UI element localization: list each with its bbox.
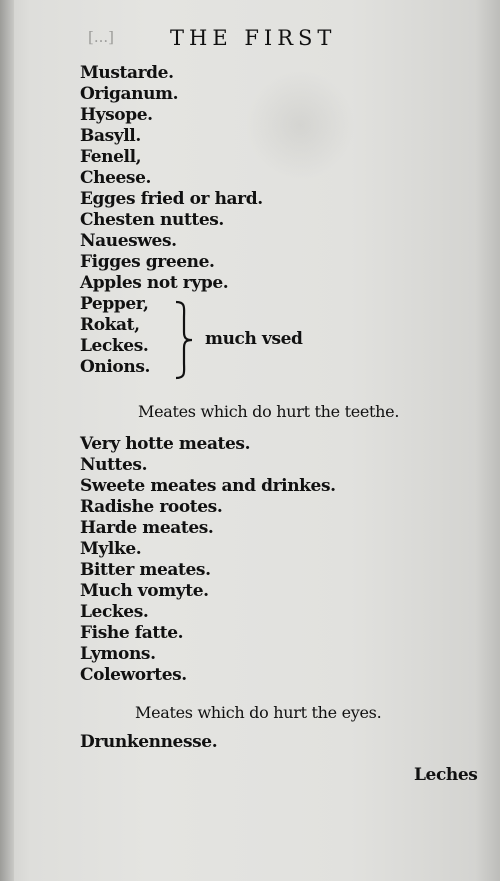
- list-item: Fishe fatte.: [80, 623, 184, 643]
- curly-brace-icon: [172, 300, 196, 380]
- list-item: Nuttes.: [80, 455, 148, 475]
- list-item: Chesten nuttes.: [80, 210, 224, 230]
- running-title: THE FIRST: [170, 26, 337, 50]
- list-item: Bitter meates.: [80, 560, 211, 580]
- section-heading-eyes: Meates which do hurt the eyes.: [135, 703, 382, 722]
- list-item: Origanum.: [80, 84, 179, 104]
- list-item: Cheese.: [80, 168, 152, 188]
- page-folio: [...]: [88, 28, 115, 46]
- teeth-list: [80, 434, 336, 686]
- list-item: Drunkennesse.: [80, 732, 218, 752]
- eyes-list: [80, 732, 217, 753]
- list-item: Mustarde.: [80, 63, 174, 83]
- list-item: Figges greene.: [80, 252, 215, 272]
- list-item: Basyll.: [80, 126, 141, 146]
- list-item: Leckes.: [80, 602, 149, 622]
- catchword: Leches: [414, 765, 478, 785]
- list-item: Pepper,: [80, 294, 149, 314]
- list-item: Mylke.: [80, 539, 142, 559]
- list-item: Apples not rype.: [80, 273, 229, 293]
- list-item: Fenell,: [80, 147, 142, 167]
- list-item: Sweete meates and drinkes.: [80, 476, 336, 496]
- list-item: Leckes.: [80, 336, 149, 356]
- list-item: Hysope.: [80, 105, 153, 125]
- list-item: Lymons.: [80, 644, 156, 664]
- list-item: Harde meates.: [80, 518, 214, 538]
- list-item: Much vomyte.: [80, 581, 209, 601]
- list-item: Egges fried or hard.: [80, 189, 263, 209]
- list-item: Rokat,: [80, 315, 140, 335]
- page-gutter: [0, 0, 14, 881]
- list-item: Naueswes.: [80, 231, 177, 251]
- brace-label: much vsed: [205, 329, 303, 349]
- list-item: Onions.: [80, 357, 151, 377]
- section-heading-teeth: Meates which do hurt the teethe.: [138, 402, 400, 421]
- list-item: Very hotte meates.: [80, 434, 251, 454]
- list-item: Colewortes.: [80, 665, 187, 685]
- list-item: Radishe rootes.: [80, 497, 223, 517]
